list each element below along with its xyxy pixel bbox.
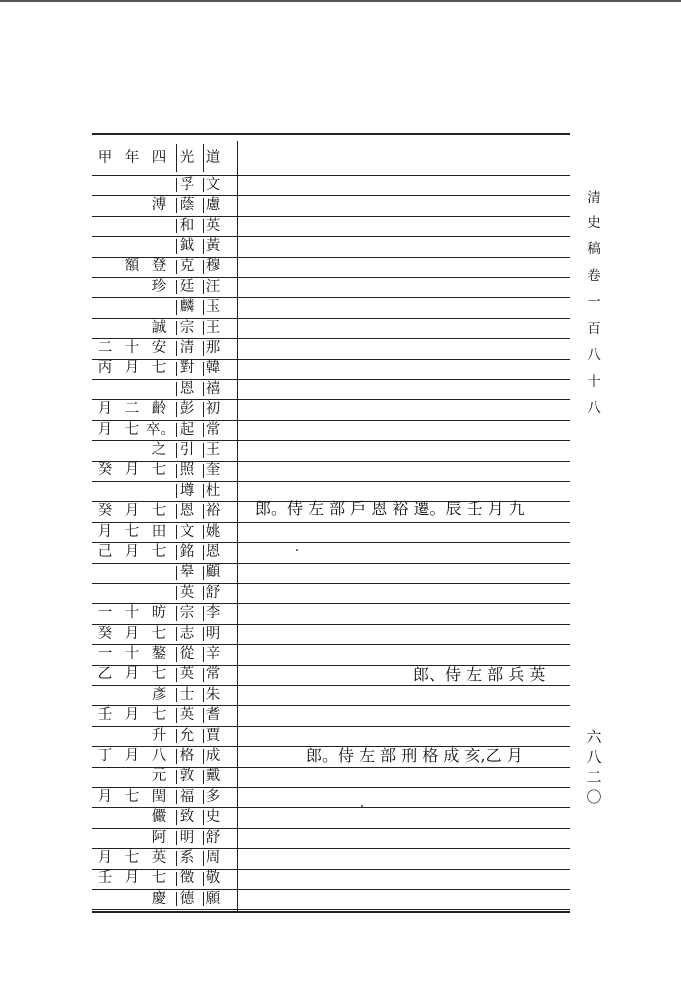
table-cell: 月 bbox=[124, 870, 140, 887]
row-rule bbox=[92, 909, 570, 910]
table-cell: 儼 bbox=[151, 809, 167, 826]
bottom-rule bbox=[92, 911, 570, 913]
cell-separator bbox=[203, 402, 204, 416]
running-title bbox=[583, 188, 605, 425]
cell-separator bbox=[203, 219, 204, 233]
table-cell: 阿 bbox=[151, 829, 167, 846]
row-rule bbox=[92, 379, 570, 380]
table-cell: 敬 bbox=[205, 870, 221, 887]
table-cell: 文 bbox=[179, 523, 195, 540]
cell-separator bbox=[203, 872, 204, 886]
cell-separator bbox=[203, 300, 204, 314]
cell-separator bbox=[176, 484, 177, 498]
cell-separator bbox=[176, 688, 177, 702]
table-cell: 月 bbox=[124, 462, 140, 479]
cell-separator bbox=[203, 647, 204, 661]
table-cell: 恩 bbox=[179, 380, 195, 397]
table-cell: 奎 bbox=[205, 462, 221, 479]
cell-separator bbox=[203, 362, 204, 376]
table-cell: 十 bbox=[124, 339, 140, 356]
table-cell: 七 bbox=[151, 625, 167, 642]
table-cell: 月 bbox=[97, 788, 113, 805]
cell-separator bbox=[203, 606, 204, 620]
table-cell: 常 bbox=[205, 421, 221, 438]
table-cell: 道 bbox=[205, 149, 221, 166]
cell-separator bbox=[176, 423, 177, 437]
row-rule bbox=[92, 297, 570, 298]
row-rule bbox=[92, 787, 570, 788]
cell-separator bbox=[176, 770, 177, 784]
table-cell: 姚 bbox=[205, 523, 221, 540]
table-cell: 多 bbox=[205, 788, 221, 805]
cell-separator bbox=[203, 770, 204, 784]
table-cell: 月 bbox=[97, 421, 113, 438]
table-cell: 月 bbox=[97, 401, 113, 418]
cell-separator bbox=[203, 321, 204, 335]
top-edge-line bbox=[0, 0, 681, 2]
table-cell: 二 bbox=[124, 401, 140, 418]
table-cell: 七 bbox=[124, 788, 140, 805]
cell-separator bbox=[176, 280, 177, 294]
cell-separator bbox=[203, 178, 204, 192]
table-cell: 十 bbox=[124, 645, 140, 662]
table-cell: 四 bbox=[151, 149, 167, 166]
table-cell: 慶 bbox=[151, 890, 167, 907]
cell-separator bbox=[176, 892, 177, 906]
table-cell: 致 bbox=[179, 809, 195, 826]
cell-separator bbox=[176, 525, 177, 539]
table-cell: 珍 bbox=[151, 278, 167, 295]
table-cell: 八 bbox=[151, 747, 167, 764]
table-cell: 乙 bbox=[97, 666, 113, 683]
cell-separator bbox=[203, 341, 204, 355]
page-number-char: 二 bbox=[586, 768, 602, 786]
row-rule bbox=[92, 583, 570, 584]
table-cell: 朱 bbox=[205, 686, 221, 703]
table-cell: 二 bbox=[97, 339, 113, 356]
table-cell: 玉 bbox=[205, 299, 221, 316]
table-cell: 之 bbox=[151, 441, 167, 458]
note-row-yuyu bbox=[255, 501, 525, 517]
cell-separator bbox=[203, 729, 204, 743]
table-cell: 七 bbox=[151, 360, 167, 377]
table-cell: 舒 bbox=[205, 584, 221, 601]
row-rule bbox=[92, 318, 570, 319]
cell-separator bbox=[176, 668, 177, 682]
table-cell: 禧 bbox=[205, 380, 221, 397]
table-cell: 士 bbox=[179, 686, 195, 703]
table-cell: 王 bbox=[205, 319, 221, 336]
cell-separator bbox=[176, 341, 177, 355]
row-rule bbox=[92, 563, 570, 564]
table-cell: 裕 bbox=[205, 503, 221, 520]
table-cell: 一 bbox=[97, 645, 113, 662]
cell-separator bbox=[203, 668, 204, 682]
cell-separator bbox=[203, 851, 204, 865]
table-cell: 清 bbox=[179, 339, 195, 356]
table-cell: 從 bbox=[179, 645, 195, 662]
cell-separator bbox=[176, 198, 177, 212]
table-cell: 麟 bbox=[179, 299, 195, 316]
table-cell: 七 bbox=[151, 707, 167, 724]
cell-separator bbox=[176, 708, 177, 722]
cell-separator bbox=[203, 504, 204, 518]
row-rule bbox=[92, 828, 570, 829]
table-cell: 蔭 bbox=[179, 197, 195, 214]
cell-separator bbox=[203, 790, 204, 804]
cell-separator bbox=[176, 831, 177, 845]
table-cell: 安 bbox=[151, 339, 167, 356]
table-cell: 克 bbox=[179, 258, 195, 275]
cell-separator bbox=[203, 892, 204, 906]
table-cell: 光 bbox=[179, 149, 195, 166]
table-cell: 年 bbox=[124, 149, 140, 166]
cell-separator bbox=[203, 280, 204, 294]
cell-separator bbox=[176, 464, 177, 478]
cell-separator bbox=[176, 178, 177, 192]
table-cell: 志 bbox=[179, 625, 195, 642]
cell-separator bbox=[176, 219, 177, 233]
table-cell: 月 bbox=[124, 707, 140, 724]
note-row-gecheng bbox=[306, 748, 523, 764]
cell-separator bbox=[203, 382, 204, 396]
table-cell: 慮 bbox=[205, 197, 221, 214]
cell-separator bbox=[176, 790, 177, 804]
note-text: 郎。侍 左 部 刑 格 成 亥,乙 月 bbox=[306, 746, 523, 765]
table-cell: 七 bbox=[151, 503, 167, 520]
table-cell: 月 bbox=[97, 523, 113, 540]
row-rule bbox=[92, 420, 570, 421]
table-cell: 癸 bbox=[97, 503, 113, 520]
table-cell: 一 bbox=[97, 605, 113, 622]
cell-separator bbox=[203, 627, 204, 641]
row-rule bbox=[92, 889, 570, 890]
paper-speck bbox=[361, 805, 363, 807]
table-cell: 月 bbox=[97, 849, 113, 866]
table-cell: 黃 bbox=[205, 237, 221, 254]
table-cell: 賈 bbox=[205, 727, 221, 744]
table-cell: 宗 bbox=[179, 605, 195, 622]
table-cell: 那 bbox=[205, 339, 221, 356]
table-cell: 英 bbox=[205, 217, 221, 234]
table-cell: 七 bbox=[151, 462, 167, 479]
cell-separator bbox=[176, 749, 177, 763]
cell-separator bbox=[176, 382, 177, 396]
cell-separator bbox=[176, 627, 177, 641]
table-cell: 昉 bbox=[151, 605, 167, 622]
cell-separator bbox=[203, 749, 204, 763]
table-cell: 鏊 bbox=[151, 645, 167, 662]
table-cell: 元 bbox=[151, 768, 167, 785]
running-title-char: 卷 bbox=[587, 267, 601, 284]
table-cell: 彭 bbox=[179, 401, 195, 418]
table-cell: 顧 bbox=[205, 564, 221, 581]
table-cell: 七 bbox=[151, 543, 167, 560]
table-cell: 對 bbox=[179, 360, 195, 377]
running-title-char: 稿 bbox=[587, 241, 601, 257]
cell-separator bbox=[203, 260, 204, 274]
running-title-char: 八 bbox=[587, 347, 601, 363]
table-cell: 史 bbox=[205, 809, 221, 826]
table-cell: 允 bbox=[179, 727, 195, 744]
page-number-char: 〇 bbox=[586, 788, 602, 806]
table-cell: 七 bbox=[151, 666, 167, 683]
table-cell: 卒。 bbox=[146, 421, 175, 438]
page-number-char: 八 bbox=[586, 748, 602, 766]
table-cell: 福 bbox=[179, 788, 195, 805]
row-rule bbox=[92, 216, 570, 217]
row-rule bbox=[92, 133, 570, 135]
table-cell: 敦 bbox=[179, 768, 195, 785]
running-title-char: 清 bbox=[587, 190, 601, 206]
running-title-char: 八 bbox=[587, 400, 601, 416]
table-cell: 李 bbox=[205, 605, 221, 622]
table-cell: 和 bbox=[179, 217, 195, 234]
table-cell: 月 bbox=[124, 503, 140, 520]
table-cell: 七 bbox=[124, 849, 140, 866]
table-cell: 德 bbox=[179, 890, 195, 907]
table-cell: 七 bbox=[124, 421, 140, 438]
row-rule bbox=[92, 685, 570, 686]
table-cell: 登 bbox=[151, 258, 167, 275]
table-cell: 英 bbox=[151, 849, 167, 866]
table-cell: 閏 bbox=[151, 788, 167, 805]
cell-separator bbox=[203, 144, 204, 172]
cell-separator bbox=[176, 300, 177, 314]
table-cell: 皋 bbox=[179, 564, 195, 581]
table-cell: 癸 bbox=[97, 462, 113, 479]
cell-separator bbox=[203, 586, 204, 600]
cell-separator bbox=[203, 484, 204, 498]
table-cell: 溥 bbox=[151, 197, 167, 214]
cell-separator bbox=[176, 606, 177, 620]
table-cell: 常 bbox=[205, 666, 221, 683]
table-cell: 成 bbox=[205, 747, 221, 764]
page-number-char: 六 bbox=[586, 728, 602, 746]
table-cell: 王 bbox=[205, 441, 221, 458]
cell-separator bbox=[176, 545, 177, 559]
table-cell: 壬 bbox=[97, 707, 113, 724]
cell-separator bbox=[203, 239, 204, 253]
table-cell: 銘 bbox=[179, 543, 195, 560]
cell-separator bbox=[203, 708, 204, 722]
row-rule bbox=[92, 236, 570, 237]
row-rule bbox=[92, 726, 570, 727]
table-cell: 己 bbox=[97, 543, 113, 560]
table-cell: 耆 bbox=[205, 707, 221, 724]
note-text: 郎。侍 左 部 戶 恩 裕 遷。辰 壬 月 九 bbox=[255, 499, 525, 518]
cell-separator bbox=[203, 525, 204, 539]
cell-separator bbox=[203, 464, 204, 478]
note-row-ying bbox=[413, 667, 545, 683]
table-cell: 田 bbox=[151, 523, 167, 540]
cell-separator bbox=[176, 810, 177, 824]
table-cell: 齡 bbox=[151, 401, 167, 418]
cell-separator bbox=[176, 729, 177, 743]
table-cell: 月 bbox=[124, 625, 140, 642]
cell-separator bbox=[176, 443, 177, 457]
cell-separator bbox=[203, 198, 204, 212]
table-cell: 廷 bbox=[179, 278, 195, 295]
cell-separator bbox=[176, 566, 177, 580]
table-cell: 戴 bbox=[205, 768, 221, 785]
cell-separator bbox=[176, 647, 177, 661]
table-cell: 壬 bbox=[97, 870, 113, 887]
row-rule bbox=[92, 522, 570, 523]
table-cell: 七 bbox=[124, 523, 140, 540]
table-cell: 初 bbox=[205, 401, 221, 418]
table-cell: 引 bbox=[179, 441, 195, 458]
table-cell: 英 bbox=[179, 584, 195, 601]
table-cell: 月 bbox=[124, 747, 140, 764]
table-cell: 月 bbox=[124, 360, 140, 377]
cell-separator bbox=[203, 810, 204, 824]
table-cell: 丁 bbox=[97, 747, 113, 764]
table-cell: 周 bbox=[205, 849, 221, 866]
cell-separator bbox=[176, 144, 177, 172]
cell-separator bbox=[203, 423, 204, 437]
table-cell: 舒 bbox=[205, 829, 221, 846]
cell-separator bbox=[176, 239, 177, 253]
page-number bbox=[583, 727, 605, 807]
cell-separator bbox=[176, 586, 177, 600]
table-cell: 照 bbox=[179, 462, 195, 479]
table-cell: 彥 bbox=[151, 686, 167, 703]
row-rule bbox=[92, 481, 570, 482]
table-cell: 宗 bbox=[179, 319, 195, 336]
cell-separator bbox=[203, 545, 204, 559]
table-cell: 願 bbox=[205, 890, 221, 907]
cell-separator bbox=[176, 402, 177, 416]
row-rule bbox=[92, 624, 570, 625]
table-cell: 起 bbox=[179, 421, 195, 438]
table-cell: 月 bbox=[124, 543, 140, 560]
table-cell: 壿 bbox=[179, 482, 195, 499]
row-rule bbox=[92, 175, 570, 176]
table-cell: 十 bbox=[124, 605, 140, 622]
running-title-char: 十 bbox=[587, 373, 601, 390]
cell-separator bbox=[176, 851, 177, 865]
table-cell: 恩 bbox=[205, 543, 221, 560]
table-cell: 穆 bbox=[205, 258, 221, 275]
table-cell: 韓 bbox=[205, 360, 221, 377]
cell-separator bbox=[176, 362, 177, 376]
cell-separator bbox=[176, 504, 177, 518]
table-cell: 七 bbox=[151, 870, 167, 887]
running-title-char: 百 bbox=[587, 320, 601, 337]
table-cell: 英 bbox=[179, 707, 195, 724]
note-text: 郎、侍 左 部 兵 英 bbox=[413, 665, 546, 684]
cell-separator bbox=[203, 688, 204, 702]
table-cell: 丙 bbox=[97, 360, 113, 377]
table-cell: 辛 bbox=[205, 645, 221, 662]
cell-separator bbox=[176, 321, 177, 335]
cell-separator bbox=[203, 443, 204, 457]
table-cell: 明 bbox=[179, 829, 195, 846]
table-cell: 格 bbox=[179, 747, 195, 764]
table-cell: 恩 bbox=[179, 503, 195, 520]
table-cell: 英 bbox=[179, 666, 195, 683]
running-title-char: 一 bbox=[587, 294, 601, 310]
table-cell: 徵 bbox=[179, 870, 195, 887]
table-cell: 明 bbox=[205, 625, 221, 642]
running-title-char: 史 bbox=[587, 214, 601, 231]
table-cell: 鉞 bbox=[179, 237, 195, 254]
table-cell: 誠 bbox=[151, 319, 167, 336]
column-divider bbox=[237, 141, 238, 911]
table-cell: 文 bbox=[205, 176, 221, 193]
cell-separator bbox=[176, 872, 177, 886]
cell-separator bbox=[176, 260, 177, 274]
table-cell: 杜 bbox=[205, 482, 221, 499]
table-cell: 額 bbox=[124, 258, 140, 275]
paper-speck bbox=[296, 549, 298, 551]
cell-separator bbox=[203, 831, 204, 845]
table-cell: 月 bbox=[124, 666, 140, 683]
table-cell: 甲 bbox=[97, 149, 113, 166]
table-cell: 孚 bbox=[179, 176, 195, 193]
table-cell: 汪 bbox=[205, 278, 221, 295]
cell-separator bbox=[203, 566, 204, 580]
table-cell: 癸 bbox=[97, 625, 113, 642]
table-cell: 系 bbox=[179, 849, 195, 866]
table-cell: 升 bbox=[151, 727, 167, 744]
row-rule bbox=[92, 277, 570, 278]
